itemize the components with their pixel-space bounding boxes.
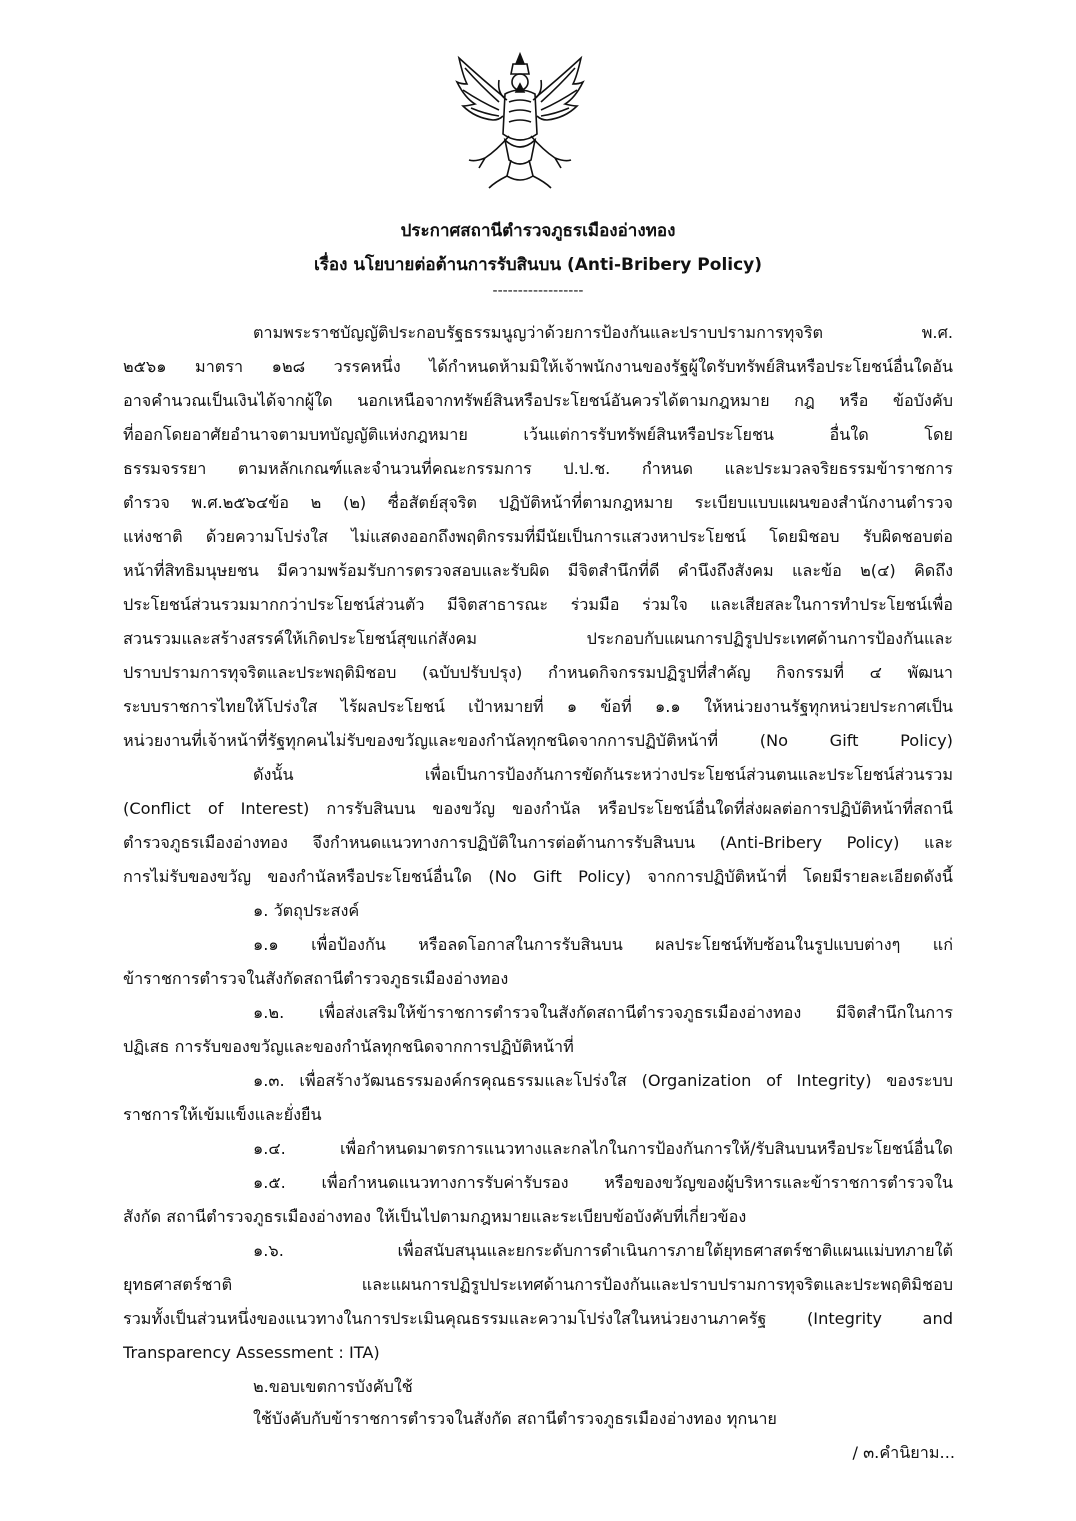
continuation-marker: / ๓.คำนิยาม... xyxy=(852,1443,955,1462)
body-line: ๑.๔. เพื่อกำหนดมาตรการแนวทางและกลไกในการป้องกันการให้/รับสินบนหรือประโยชน์อื่นใด xyxy=(253,1139,953,1158)
body-line: ยุทธศาสตร์ชาติ และแผนการปฏิรูปประเทศด้านการป้องกันและปราบปรามการทุจริตและประพฤติมิชอบ xyxy=(123,1275,953,1294)
body-line: ปฏิเสธ การรับของขวัญและของกำนัลทุกชนิดจากการปฏิบัติหน้าที่ xyxy=(123,1037,574,1056)
body-line: อาจคำนวณเป็นเงินได้จากผู้ใด นอกเหนือจากทรัพย์สินหรือประโยชน์อันควรได้ตามกฎหมาย กฎ หรือ ข้อบังคับ xyxy=(123,391,953,410)
body-line: สวนรวมและสร้างสรรค์ให้เกิดประโยชน์สุขแก่สังคม ประกอบกับแผนการปฏิรูปประเทศด้านการป้องกันและ xyxy=(123,629,953,648)
section-heading: ๑. วัตถุประสงค์ xyxy=(253,901,360,920)
body-line: ที่ออกโดยอาศัยอำนาจตามบทบัญญัติแห่งกฎหมาย เว้นแต่การรับทรัพย์สินหรือประโยชน อื่นใด โดย xyxy=(123,425,953,444)
body-line: ปราบปรามการทุจริตและประพฤติมิชอบ (ฉบับปรับปรุง) กำหนดกิจกรรมปฏิรูปที่สำคัญ กิจกรรมที่ ๔ พัฒนา xyxy=(123,663,953,682)
body-line: ตำรวจ พ.ศ.๒๕๖๔ข้อ ๒ (๒) ซื่อสัตย์สุจริต ปฏิบัติหน้าที่ตามกฎหมาย ระเบียบแบบแผนของสำนักงานตำรวจ xyxy=(123,493,953,512)
body-line: หน้าที่สิทธิมนุษยชน มีความพร้อมรับการตรวจสอบและรับผิด มีจิตสำนึกที่ดี คำนึงถึงสังคม และข้อ ๒(๔) คิดถึง xyxy=(123,561,953,580)
title-separator: ------------------ xyxy=(492,283,584,299)
body-line: ๒๕๖๑ มาตรา ๑๒๘ วรรคหนึ่ง ได้กำหนดห้ามมิให้เจ้าพนักงานของรัฐผู้ใดรับทรัพย์สินหรือประโยชน์อื่นใดอัน xyxy=(123,357,953,376)
announcement-subject: เรื่อง นโยบายต่อต้านการรับสินบน (Anti-Bribery Policy) xyxy=(313,255,763,275)
body-line: ราชการให้เข้มแข็งและยั่งยืน xyxy=(123,1105,322,1124)
body-line: ดังนั้น เพื่อเป็นการป้องกันการขัดกันระหว่างประโยชน์ส่วนตนและประโยชน์ส่วนรวม xyxy=(253,765,953,784)
section-heading: ๒.ขอบเขตการบังคับใช้ xyxy=(253,1377,413,1396)
body-line: ข้าราชการตำรวจในสังกัดสถานีตำรวจภูธรเมืองอ่างทอง xyxy=(123,969,509,988)
body-line: ตำรวจภูธรเมืองอ่างทอง จึงกำหนดแนวทางการปฏิบัติในการต่อต้านการรับสินบน (Anti-Bribery Policy) และ xyxy=(123,833,953,852)
body-line: ๑.๑ เพื่อป้องกัน หรือลดโอกาสในการรับสินบน ผลประโยชน์ทับซ้อนในรูปแบบต่างๆ แก่ xyxy=(253,935,953,954)
body-line: ธรรมจรรยา ตามหลักเกณฑ์และจำนวนที่คณะกรรมการ ป.ป.ช. กำหนด และประมวลจริยธรรมข้าราชการ xyxy=(123,459,953,478)
body-line: สังกัด สถานีตำรวจภูธรเมืองอ่างทอง ให้เป็นไปตามกฎหมายและระเบียบข้อบังคับที่เกี่ยวข้อง xyxy=(123,1207,747,1226)
body-line: (Conflict of Interest) การรับสินบน ของขวัญ ของกำนัล หรือประโยชน์อื่นใดที่ส่งผลต่อการปฏิบัติหน้าที่สถานี xyxy=(123,799,953,818)
body-line: ๑.๒. เพื่อส่งเสริมให้ข้าราชการตำรวจในสังกัดสถานีตำรวจภูธรเมืองอ่างทอง มีจิตสำนึกในการ xyxy=(253,1003,953,1022)
garuda-emblem-icon xyxy=(453,50,587,192)
body-line: Transparency Assessment : ITA) xyxy=(123,1343,380,1362)
announcement-title: ประกาศสถานีตำรวจภูธรเมืองอ่างทอง xyxy=(400,221,676,241)
body-line: ๑.๓. เพื่อสร้างวัฒนธรรมองค์กรคุณธรรมและโปร่งใส (Organization of Integrity) ของระบบ xyxy=(253,1071,953,1090)
body-line: ๑.๕. เพื่อกำหนดแนวทางการรับค่ารับรอง หรือของขวัญของผู้บริหารและข้าราชการตำรวจใน xyxy=(253,1173,953,1192)
body-line: แห่งชาติ ด้วยความโปร่งใส ไม่แสดงออกถึงพฤติกรรมที่มีนัยเป็นการแสวงหาประโยชน์ โดยมิชอบ รับผิดชอบต่อ xyxy=(123,527,953,546)
body-line: ประโยชน์ส่วนรวมมากกว่าประโยชน์ส่วนตัว มีจิตสาธารณะ ร่วมมือ ร่วมใจ และเสียสละในการทำประโยชน์เพื่อ xyxy=(123,595,953,614)
body-line: ตามพระราชบัญญัติประกอบรัฐธรรมนูญว่าด้วยการป้องกันและปราบปรามการทุจริต พ.ศ. xyxy=(253,323,953,342)
body-line: รวมทั้งเป็นส่วนหนึ่งของแนวทางในการประเมินคุณธรรมและความโปร่งใสในหน่วยงานภาครัฐ (Integrity and xyxy=(123,1309,953,1328)
body-line: ระบบราชการไทยให้โปร่งใส ไร้ผลประโยชน์ เป้าหมายที่ ๑ ข้อที่ ๑.๑ ให้หน่วยงานรัฐทุกหน่วยประกาศเป็น xyxy=(123,697,953,716)
body-line: หน่วยงานที่เจ้าหน้าที่รัฐทุกคนไม่รับของขวัญและของกำนัลทุกชนิดจากการปฏิบัติหน้าที่ (No Gift Policy) xyxy=(123,731,953,750)
body-line: ใช้บังคับกับข้าราชการตำรวจในสังกัด สถานีตำรวจภูธรเมืองอ่างทอง ทุกนาย xyxy=(253,1409,777,1428)
body-line: การไม่รับของขวัญ ของกำนัลหรือประโยชน์อื่นใด (No Gift Policy) จากการปฏิบัติหน้าที่ โดยมีรายละเอียดดังนี้ xyxy=(123,867,953,886)
body-line: ๑.๖. เพื่อสนับสนุนและยกระดับการดำเนินการภายใต้ยุทธศาสตร์ชาติแผนแม่บทภายใต้ xyxy=(253,1241,953,1260)
